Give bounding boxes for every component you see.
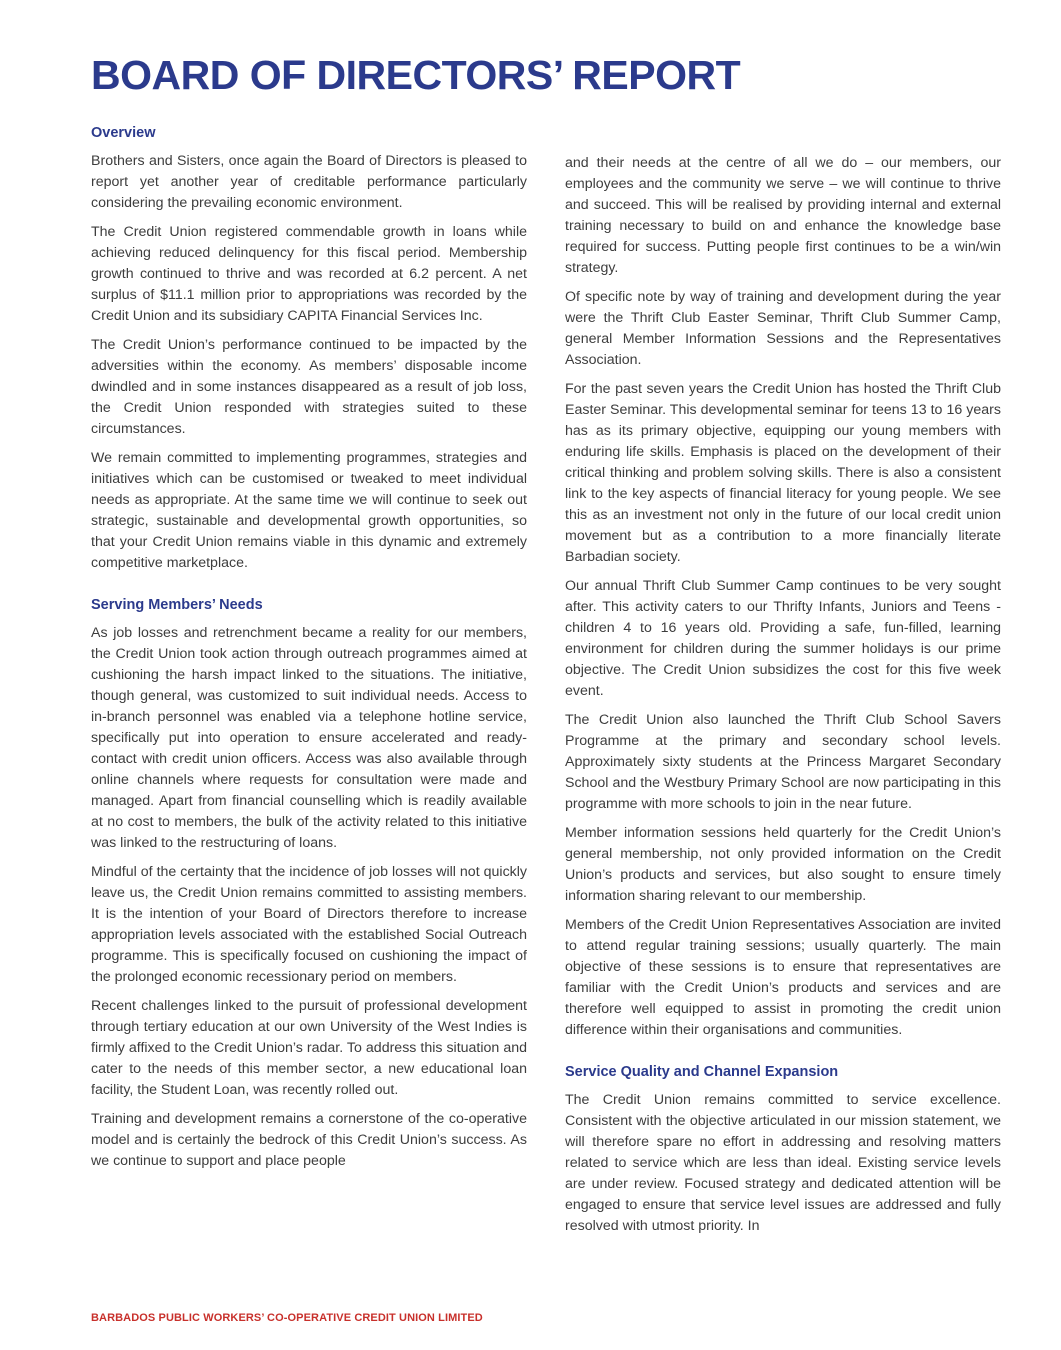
right-paragraph: Member information sessions held quarterly for the Credit Union’s general membership, not only provided information on the Credit Union’s products and services, but also sought to ensure timely information sharing relevant to our membership. xyxy=(565,825,1001,904)
right-paragraph: The Credit Union also launched the Thrift Club School Savers Programme at the primary and secondary school levels. Approximately sixty students at the Princess Margaret Secondary School and the Westbury Primary School are now participating in this programme with more schools to join in the near future. xyxy=(565,712,1001,812)
overview-heading: Overview xyxy=(91,125,156,141)
overview-paragraph: Brothers and Sisters, once again the Board of Directors is pleased to report yet another year of creditable performance particularly considering the prevailing economic environment. xyxy=(91,153,527,211)
left-column xyxy=(91,124,527,1180)
serving-paragraph: Training and development remains a cornerstone of the co-operative model and is certainly the bedrock of this Credit Union’s success. As we continue to support and place people xyxy=(91,1111,527,1169)
right-paragraph: and their needs at the centre of all we do – our members, our employees and the community we serve – we will continue to thrive and succeed. This will be realised by providing internal and external training necessary to build on and enhance the knowledge base required for success. Putting people first continues to be a win/win strategy. xyxy=(565,155,1001,276)
service-paragraph: The Credit Union remains committed to service excellence. Consistent with the objective articulated in our mission statement, we will therefore spare no effort in addressing and resolving matters related to service which are less than ideal. Existing service levels are under review. Focused strategy and dedicated attention will be engaged to ensure that service level issues are addressed and fully resolved with utmost priority. In xyxy=(565,1092,1001,1234)
right-paragraph: Of specific note by way of training and development during the year were the Thrift Club Easter Seminar, Thrift Club Summer Camp, general Member Information Sessions and the Representatives Association. xyxy=(565,289,1001,368)
serving-members-heading: Serving Members’ Needs xyxy=(91,597,263,613)
right-paragraph: Our annual Thrift Club Summer Camp continues to be very sought after. This activity caters to our Thrifty Infants, Juniors and Teens - children 4 to 16 years old. Providing a safe, fun-filled, learning environment for children during the summer holidays is our prime objective. The Credit Union subsidizes the cost for this five week event. xyxy=(565,578,1001,699)
right-paragraph: For the past seven years the Credit Union has hosted the Thrift Club Easter Seminar. This developmental seminar for teens 13 to 16 years has as its primary objective, equipping our young members with enduring life skills. Emphasis is placed on the development of their critical thinking and problem solving skills. There is also a consistent link to the key aspects of financial literacy for young people. We see this as an investment not only in the future of our local credit union movement but as a contribution to a more financially literate Barbadian society. xyxy=(565,381,1001,565)
right-paragraph: Members of the Credit Union Representatives Association are invited to attend regular training sessions; usually quarterly. The main objective of these sessions is to ensure that representatives are familiar with the Credit Union’s products and services and are therefore well equipped to assist in promoting the credit union difference within their organisations and communities. xyxy=(565,917,1001,1038)
serving-paragraph: As job losses and retrenchment became a reality for our members, the Credit Union took action through outreach programmes aimed at cushioning the harsh impact linked to the situations. The initiative, though general, was customized to suit individual needs. Access to in-branch personnel was enabled via a telephone hotline service, specifically put into operation to ensure accelerated and ready-contact with credit union officers. Access was also available through online channels where requests for consultation were made and managed. Apart from financial counselling which is readily available at no cost to members, the bulk of the activity related to this initiative was linked to the restructuring of loans. xyxy=(91,625,527,851)
serving-paragraph: Recent challenges linked to the pursuit of professional development through tertiary education at our own University of the West Indies is firmly affixed to the Credit Union’s radar. To address this situation and cater to the needs of this member sector, a new educational loan facility, the Student Loan, was recently rolled out. xyxy=(91,998,527,1098)
serving-paragraph: Mindful of the certainty that the incidence of job losses will not quickly leave us, the Credit Union remains committed to assisting members. It is the intention of your Board of Directors therefore to increase appropriation levels associated with the established Social Outreach programme. This is specifically focused on cushioning the impact of the prolonged economic recessionary period on members. xyxy=(91,864,527,985)
overview-paragraph: The Credit Union’s performance continued to be impacted by the adversities within the economy. As members’ disposable income dwindled and in some instances disappeared as a result of job loss, the Credit Union responded with strategies suited to these circumstances. xyxy=(91,337,527,437)
page-title: BOARD OF DIRECTORS’ REPORT xyxy=(91,52,741,98)
right-column xyxy=(565,153,1001,1245)
footer-organisation-name: BARBADOS PUBLIC WORKERS’ CO-OPERATIVE CREDIT UNION LIMITED xyxy=(91,1312,483,1324)
overview-paragraph: We remain committed to implementing programmes, strategies and initiatives which can be customised or tweaked to meet individual needs as appropriate. At the same time we will continue to seek out strategic, sustainable and developmental growth opportunities, so that your Credit Union remains viable in this dynamic and extremely competitive marketplace. xyxy=(91,450,527,571)
overview-paragraph: The Credit Union registered commendable growth in loans while achieving reduced delinquency for this fiscal period. Membership growth continued to thrive and was recorded at 6.2 percent. A net surplus of $11.1 million prior to appropriations was recorded by the Credit Union and its subsidiary CAPITA Financial Services Inc. xyxy=(91,224,527,324)
service-quality-heading: Service Quality and Channel Expansion xyxy=(565,1064,839,1080)
